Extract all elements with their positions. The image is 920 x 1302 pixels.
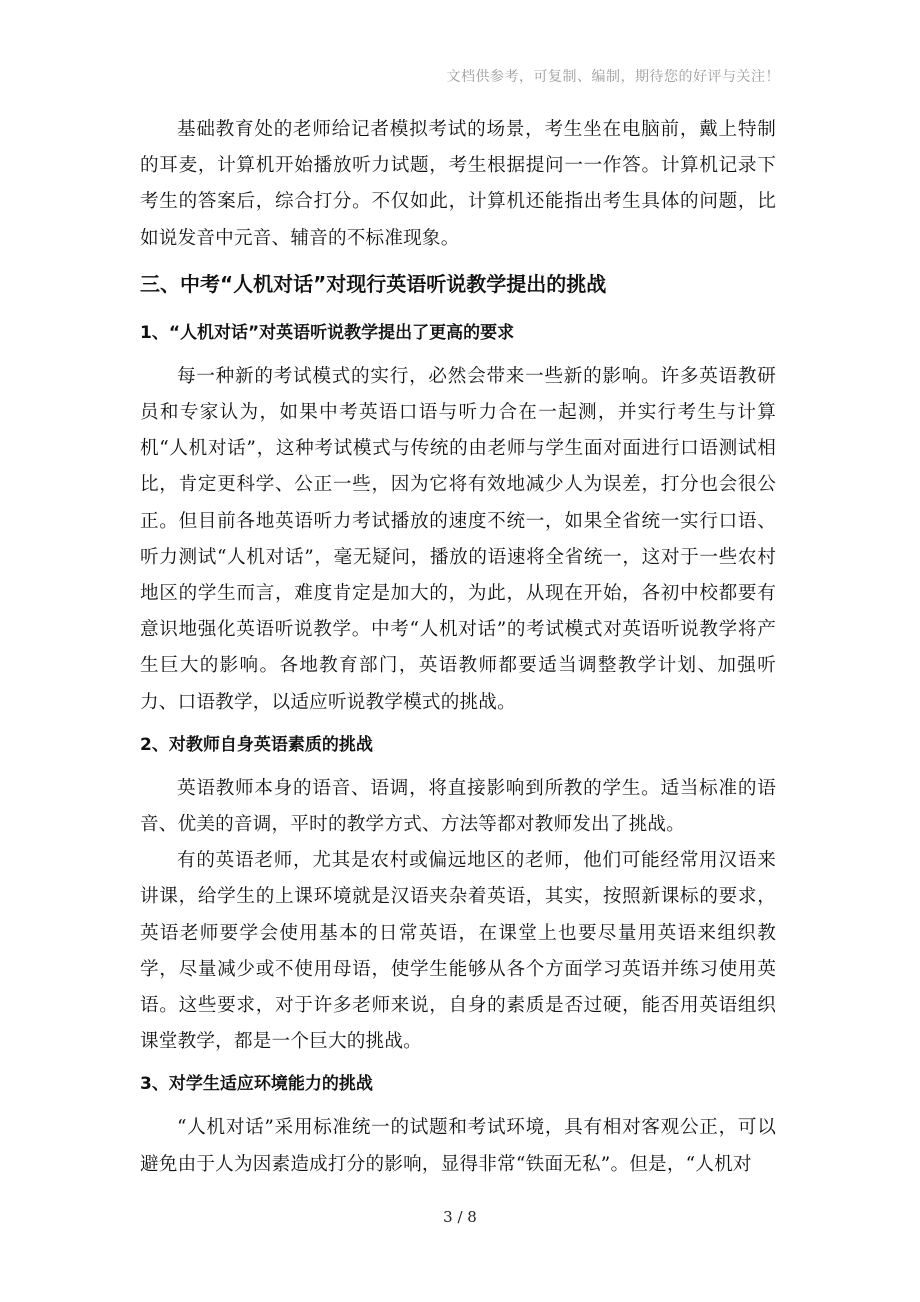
- paragraph-3: 英语教师本身的语音、语调，将直接影响到所教的学生。适当标准的语音、优美的音调，平时的教学方式、方法等都对教师发出了挑战。: [140, 777, 776, 836]
- paragraph-4: 有的英语老师，尤其是农村或偏远地区的老师，他们可能经常用汉语来讲课，给学生的上课环境就是汉语夹杂着英语，其实，按照新课标的要求，英语老师要学会使用基本的日常英语，在课堂上也要尽量用英语来组织教学，尽量减少或不使用母语，使学生能够从各个方面学习英语并练习使用英语。这些要求，对于许多老师来说，自身的素质是否过硬，能否用英语组织课堂教学，都是一个巨大的挑战。: [140, 850, 776, 1053]
- subsection-3-heading: 3、对学生适应环境能力的挑战: [140, 1074, 373, 1095]
- subsection-1-heading: 1、“人机对话”对英语听说教学提出了更高的要求: [140, 322, 515, 343]
- section-3-heading: 三、中考“人机对话”对现行英语听说教学提出的挑战: [140, 271, 607, 296]
- header-note: 文档供参考，可复制、编制，期待您的好评与关注！: [446, 69, 780, 85]
- paragraph-5: “人机对话”采用标准统一的试题和考试环境，具有相对客观公正，可以避免由于人为因素造成打分的影响，显得非常“铁面无私”。但是，“人机对: [140, 1117, 776, 1175]
- page-number: 3 / 8: [443, 1208, 477, 1226]
- paragraph-1: 基础教育处的老师给记者模拟考试的场景，考生坐在电脑前，戴上特制的耳麦，计算机开始播放听力试题，考生根据提问一一作答。计算机记录下考生的答案后，综合打分。不仅如此，计算机还能指出考生具体的问题，比如说发音中元音、辅音的不标准现象。: [140, 119, 776, 249]
- subsection-2-heading: 2、对教师自身英语素质的挑战: [140, 734, 373, 755]
- paragraph-2: 每一种新的考试模式的实行，必然会带来一些新的影响。许多英语教研员和专家认为，如果中考英语口语与听力合在一起测，并实行考生与计算机“人机对话”，这种考试模式与传统的由老师与学生面对面进行口语测试相比，肯定更科学、公正一些，因为它将有效地减少人为误差，打分也会很公正。但目前各地英语听力考试播放的速度不统一，如果全省统一实行口语、听力测试“人机对话”，毫无疑问，播放的语速将全省统一，这对于一些农村地区的学生而言，难度肯定是加大的，为此，从现在开始，各初中校都要有意识地强化英语听说教学。中考“人机对话”的考试模式对英语听说教学将产生巨大的影响。各地教育部门，英语教师都要适当调整教学计划、加强听力、口语教学，以适应听说教学模式的挑战。: [140, 365, 776, 713]
- document-body: [140, 112, 776, 1183]
